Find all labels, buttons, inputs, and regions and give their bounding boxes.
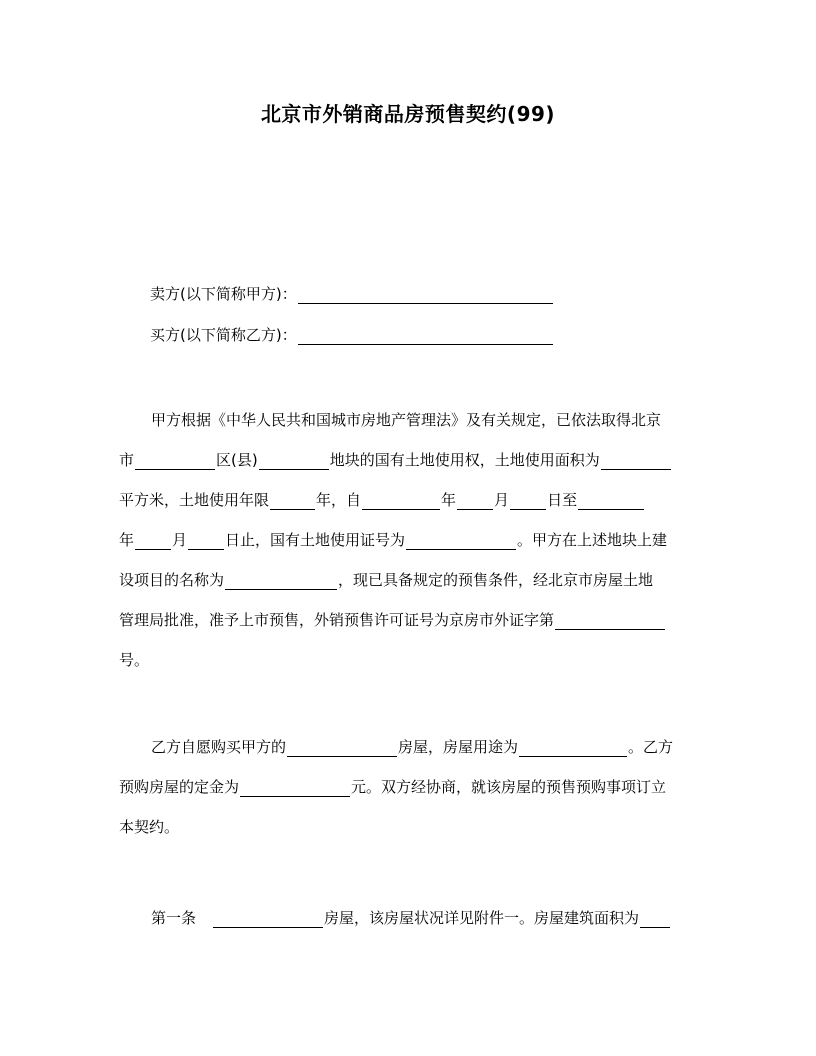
house-use-blank[interactable] bbox=[519, 742, 627, 757]
preamble-paragraph bbox=[119, 390, 699, 670]
deposit-blank[interactable] bbox=[240, 782, 350, 797]
text-segment: 年 bbox=[119, 531, 135, 549]
text-segment: 月 bbox=[494, 491, 510, 509]
seller-label: 卖方(以下简称甲方)： bbox=[150, 285, 297, 303]
start-month-blank[interactable] bbox=[457, 495, 493, 510]
article-label: 第一条 bbox=[151, 909, 197, 927]
text-segment: 年，自 bbox=[316, 491, 362, 509]
text-segment: 日止，国有土地使用证号为 bbox=[225, 531, 406, 549]
text-segment: 本契约。 bbox=[119, 818, 180, 836]
text-segment: 月 bbox=[172, 531, 188, 549]
article-one bbox=[119, 888, 699, 928]
text-segment: 区(县) bbox=[216, 451, 258, 469]
buyer-blank[interactable] bbox=[298, 330, 553, 345]
text-segment: 房屋，该房屋状况详见附件一。房屋建筑面积为 bbox=[324, 909, 640, 927]
text-segment: ，现已具备规定的预售条件，经北京市房屋土地 bbox=[338, 571, 654, 589]
purchase-paragraph bbox=[119, 717, 699, 837]
text-segment: 乙方自愿购买甲方的 bbox=[151, 738, 287, 756]
land-area-blank[interactable] bbox=[601, 455, 671, 470]
seller-line bbox=[150, 283, 554, 304]
text-segment: 号。 bbox=[119, 651, 150, 669]
text-segment: 。乙方 bbox=[628, 738, 674, 756]
floor-area-blank[interactable] bbox=[640, 913, 670, 928]
land-cert-blank[interactable] bbox=[406, 535, 516, 550]
buyer-line bbox=[150, 324, 554, 345]
page-title: 北京市外销商品房预售契约(99) bbox=[260, 102, 556, 126]
start-year-blank[interactable] bbox=[362, 495, 440, 510]
seller-blank[interactable] bbox=[298, 289, 553, 304]
project-name-blank[interactable] bbox=[225, 575, 337, 590]
text-segment: 。甲方在上述地块上建 bbox=[517, 531, 668, 549]
text-segment: 日至 bbox=[547, 491, 578, 509]
text-segment: 元。双方经协商，就该房屋的预售预购事项订立 bbox=[351, 778, 667, 796]
permit-no-blank[interactable] bbox=[555, 615, 665, 630]
house-blank[interactable] bbox=[287, 742, 397, 757]
end-month-blank[interactable] bbox=[135, 535, 171, 550]
text-segment: 设项目的名称为 bbox=[119, 571, 225, 589]
text-segment: 年 bbox=[441, 491, 457, 509]
text-segment: 平方米，土地使用年限 bbox=[119, 491, 270, 509]
buyer-label: 买方(以下简称乙方)： bbox=[150, 326, 297, 344]
start-day-blank[interactable] bbox=[510, 495, 546, 510]
end-year-blank[interactable] bbox=[578, 495, 644, 510]
text-segment: 地块的国有土地使用权，土地使用面积为 bbox=[329, 451, 600, 469]
article-house-blank[interactable] bbox=[213, 913, 323, 928]
land-term-blank[interactable] bbox=[270, 495, 315, 510]
text-segment: 房屋，房屋用途为 bbox=[398, 738, 519, 756]
district-blank[interactable] bbox=[135, 455, 215, 470]
plot-blank[interactable] bbox=[259, 455, 329, 470]
text-segment: 预购房屋的定金为 bbox=[119, 778, 240, 796]
text-segment: 市 bbox=[119, 451, 135, 469]
end-day-blank[interactable] bbox=[188, 535, 224, 550]
text-segment: 甲方根据《中华人民共和国城市房地产管理法》及有关规定，已依法取得北京 bbox=[151, 411, 662, 429]
text-segment: 管理局批准，准予上市预售，外销预售许可证号为京房市外证字第 bbox=[119, 611, 555, 629]
